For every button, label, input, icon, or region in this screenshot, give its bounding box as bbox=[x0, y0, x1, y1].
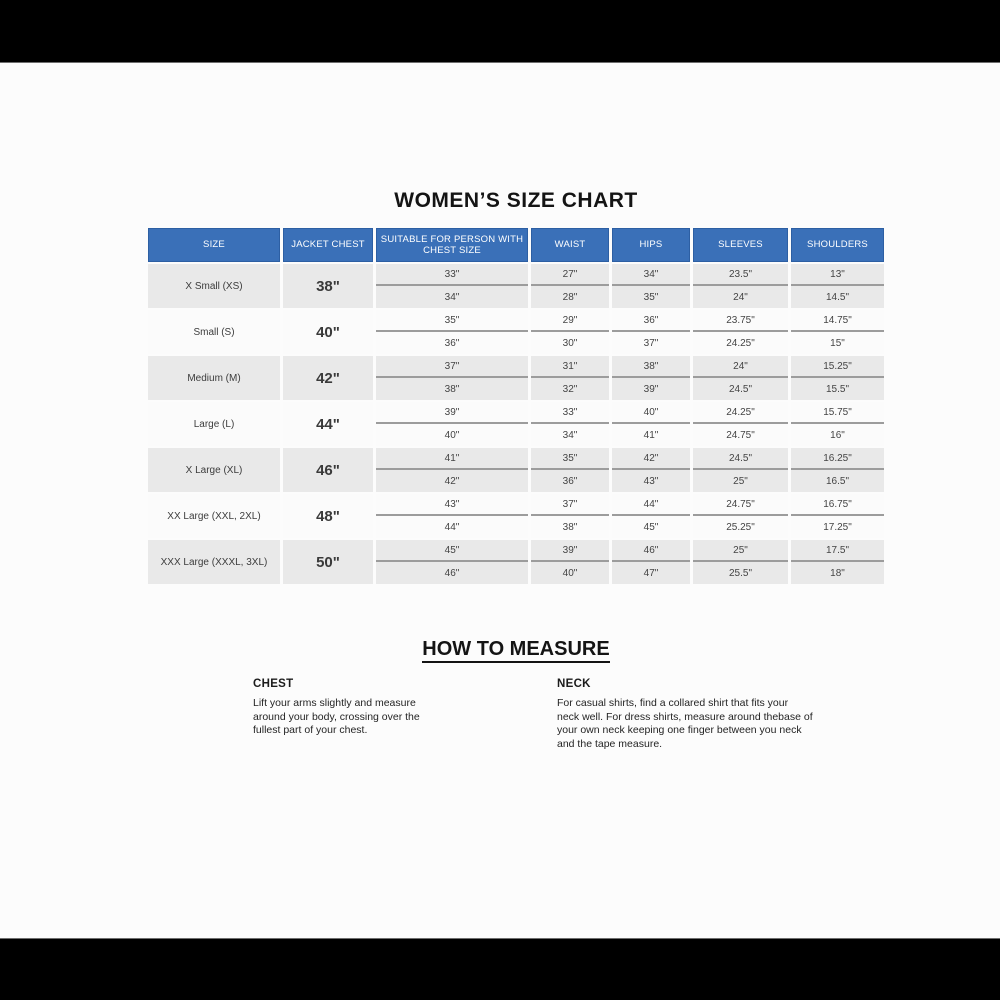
chest-section bbox=[253, 678, 449, 738]
header-cell: JACKET CHEST bbox=[283, 228, 373, 262]
header-cell: SHOULDERS bbox=[791, 228, 884, 262]
size-cell: XXX Large (XXXL, 3XL) bbox=[148, 540, 280, 584]
header-cell: HIPS bbox=[612, 228, 690, 262]
content-area bbox=[148, 63, 884, 752]
measurement-cell: 25.5" bbox=[693, 562, 788, 584]
how-to-measure-title-text: HOW TO MEASURE bbox=[422, 638, 609, 663]
measurement-cell: 25" bbox=[693, 540, 788, 562]
jacket-chest-cell: 42" bbox=[283, 356, 373, 400]
measurement-cell: 33" bbox=[376, 264, 528, 286]
size-chart-table bbox=[148, 228, 884, 584]
measurement-cell: 34" bbox=[531, 424, 609, 446]
measurement-cell: 38" bbox=[376, 378, 528, 400]
how-to-measure-sections bbox=[148, 678, 884, 752]
size-chart-body bbox=[148, 264, 884, 584]
measurement-cell: 15.75" bbox=[791, 402, 884, 424]
measurement-cell: 29" bbox=[531, 310, 609, 332]
measurement-cell: 41" bbox=[376, 448, 528, 470]
size-row-group bbox=[148, 310, 884, 354]
size-row-group bbox=[148, 494, 884, 538]
size-cell: X Small (XS) bbox=[148, 264, 280, 308]
jacket-chest-cell: 48" bbox=[283, 494, 373, 538]
measurement-cell: 35" bbox=[376, 310, 528, 332]
measurement-cell: 24.75" bbox=[693, 494, 788, 516]
neck-section-heading: NECK bbox=[557, 678, 591, 690]
measurement-cell: 43" bbox=[612, 470, 690, 492]
measurement-cell: 34" bbox=[376, 286, 528, 308]
measurement-cell: 18" bbox=[791, 562, 884, 584]
size-cell: X Large (XL) bbox=[148, 448, 280, 492]
chest-section-body: Lift your arms slightly and measure around your body, crossing over the fullest part of your chest. bbox=[253, 697, 420, 737]
measurement-cell: 28" bbox=[531, 286, 609, 308]
measurement-cell: 16" bbox=[791, 424, 884, 446]
measurement-cell: 44" bbox=[612, 494, 690, 516]
measurement-cell: 41" bbox=[612, 424, 690, 446]
header-cell: SLEEVES bbox=[693, 228, 788, 262]
measurement-cell: 27" bbox=[531, 264, 609, 286]
measurement-cell: 23.5" bbox=[693, 264, 788, 286]
size-chart-page bbox=[0, 62, 1000, 939]
measurement-cell: 34" bbox=[612, 264, 690, 286]
measurement-cell: 16.75" bbox=[791, 494, 884, 516]
measurement-cell: 24" bbox=[693, 286, 788, 308]
header-cell: WAIST bbox=[531, 228, 609, 262]
measurement-cell: 25" bbox=[693, 470, 788, 492]
measurement-cell: 24" bbox=[693, 356, 788, 378]
measurement-cell: 31" bbox=[531, 356, 609, 378]
measurement-cell: 37" bbox=[376, 356, 528, 378]
size-row-group bbox=[148, 264, 884, 308]
measurement-cell: 15.5" bbox=[791, 378, 884, 400]
measurement-cell: 42" bbox=[376, 470, 528, 492]
size-row-group bbox=[148, 402, 884, 446]
measurement-cell: 30" bbox=[531, 332, 609, 354]
measurement-cell: 15" bbox=[791, 332, 884, 354]
measurement-cell: 35" bbox=[531, 448, 609, 470]
measurement-cell: 24.5" bbox=[693, 448, 788, 470]
measurement-cell: 23.75" bbox=[693, 310, 788, 332]
measurement-cell: 14.75" bbox=[791, 310, 884, 332]
measurement-cell: 45" bbox=[376, 540, 528, 562]
measurement-cell: 35" bbox=[612, 286, 690, 308]
neck-section bbox=[557, 678, 813, 752]
jacket-chest-cell: 50" bbox=[283, 540, 373, 584]
measurement-cell: 24.25" bbox=[693, 402, 788, 424]
size-chart-header-row bbox=[148, 228, 884, 262]
size-cell: Small (S) bbox=[148, 310, 280, 354]
measurement-cell: 33" bbox=[531, 402, 609, 424]
measurement-cell: 39" bbox=[531, 540, 609, 562]
measurement-cell: 24.75" bbox=[693, 424, 788, 446]
measurement-cell: 24.5" bbox=[693, 378, 788, 400]
measurement-cell: 24.25" bbox=[693, 332, 788, 354]
size-cell: Medium (M) bbox=[148, 356, 280, 400]
measurement-cell: 43" bbox=[376, 494, 528, 516]
size-row-group bbox=[148, 540, 884, 584]
measurement-cell: 36" bbox=[376, 332, 528, 354]
measurement-cell: 40" bbox=[531, 562, 609, 584]
size-row-group bbox=[148, 448, 884, 492]
size-cell: Large (L) bbox=[148, 402, 280, 446]
jacket-chest-cell: 40" bbox=[283, 310, 373, 354]
measurement-cell: 36" bbox=[531, 470, 609, 492]
measurement-cell: 39" bbox=[376, 402, 528, 424]
measurement-cell: 46" bbox=[376, 562, 528, 584]
measurement-cell: 36" bbox=[612, 310, 690, 332]
neck-section-body: For casual shirts, find a collared shirt that fits your neck well. For dress shirts, measure around thebase of your own neck keeping one finger between you neck and the tape measure. bbox=[557, 697, 813, 750]
measurement-cell: 45" bbox=[612, 516, 690, 538]
header-cell: SUITABLE FOR PERSON WITH CHEST SIZE bbox=[376, 228, 528, 262]
measurement-cell: 40" bbox=[376, 424, 528, 446]
measurement-cell: 17.25" bbox=[791, 516, 884, 538]
measurement-cell: 38" bbox=[612, 356, 690, 378]
measurement-cell: 42" bbox=[612, 448, 690, 470]
measurement-cell: 17.5" bbox=[791, 540, 884, 562]
size-row-group bbox=[148, 356, 884, 400]
measurement-cell: 25.25" bbox=[693, 516, 788, 538]
jacket-chest-cell: 44" bbox=[283, 402, 373, 446]
page-title: WOMEN’S SIZE CHART bbox=[394, 189, 638, 212]
jacket-chest-cell: 38" bbox=[283, 264, 373, 308]
measurement-cell: 37" bbox=[612, 332, 690, 354]
size-cell: XX Large (XXL, 2XL) bbox=[148, 494, 280, 538]
measurement-cell: 16.5" bbox=[791, 470, 884, 492]
measurement-cell: 40" bbox=[612, 402, 690, 424]
measurement-cell: 46" bbox=[612, 540, 690, 562]
measurement-cell: 13" bbox=[791, 264, 884, 286]
measurement-cell: 38" bbox=[531, 516, 609, 538]
measurement-cell: 39" bbox=[612, 378, 690, 400]
chest-section-heading: CHEST bbox=[253, 678, 294, 690]
header-cell: SIZE bbox=[148, 228, 280, 262]
how-to-measure-title bbox=[148, 638, 884, 661]
measurement-cell: 47" bbox=[612, 562, 690, 584]
measurement-cell: 15.25" bbox=[791, 356, 884, 378]
measurement-cell: 44" bbox=[376, 516, 528, 538]
measurement-cell: 32" bbox=[531, 378, 609, 400]
measurement-cell: 14.5" bbox=[791, 286, 884, 308]
measurement-cell: 37" bbox=[531, 494, 609, 516]
measurement-cell: 16.25" bbox=[791, 448, 884, 470]
jacket-chest-cell: 46" bbox=[283, 448, 373, 492]
